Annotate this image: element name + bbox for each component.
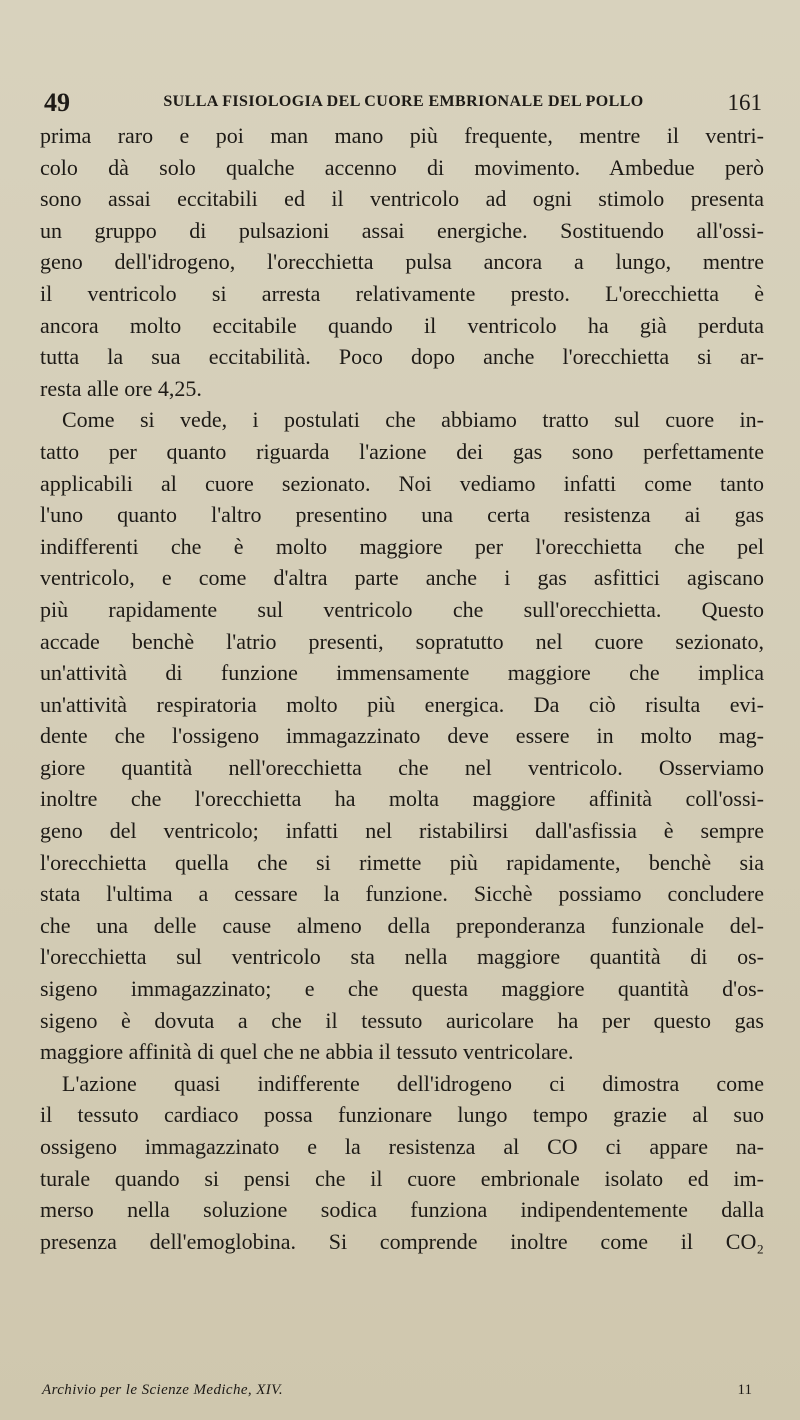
- page-footer: [42, 1382, 752, 1404]
- text-line: geno dell'idrogeno, l'orecchietta pulsa ancora a lungo, mentre: [40, 249, 764, 275]
- text-line: ancora molto eccitabile quando il ventricolo ha già perduta: [40, 312, 764, 338]
- text-line: merso nella soluzione sodica funziona indipendentemente dalla: [40, 1197, 764, 1223]
- text-line: un'attività respiratoria molto più energica. Da ciò risulta evi-: [40, 691, 764, 717]
- text-line: dente che l'ossigeno immagazzinato deve essere in molto mag-: [40, 723, 764, 749]
- page-number-right: 161: [727, 90, 762, 115]
- text-line: colo dà solo qualche accenno di movimento. Ambedue però: [40, 154, 764, 180]
- body-text: [40, 120, 764, 1257]
- text-line: sono assai eccitabili ed il ventricolo ad ogni stimolo presenta: [40, 186, 764, 212]
- text-line: applicabili al cuore sezionato. Noi vediamo infatti come tanto: [40, 470, 764, 496]
- text-line: un gruppo di pulsazioni assai energiche. Sostituendo all'ossi-: [40, 217, 764, 243]
- text-line: l'uno quanto l'altro presentino una certa resistenza ai gas: [40, 502, 764, 528]
- text-line: l'orecchietta quella che si rimette più rapidamente, benchè sia: [40, 849, 764, 875]
- paragraph-start-line: L'azione quasi indifferente dell'idrogeno ci dimostra come: [62, 1070, 764, 1096]
- page-number-left: 49: [44, 88, 70, 117]
- paragraph-start-line: Come si vede, i postulati che abbiamo tratto sul cuore in-: [62, 407, 764, 433]
- text-line: stata l'ultima a cessare la funzione. Sicchè possiamo concludere: [40, 881, 764, 907]
- signature-mark: 11: [737, 1382, 752, 1398]
- paragraph-end-line: maggiore affinità di quel che ne abbia il tessuto ventricolare.: [40, 1039, 574, 1065]
- journal-citation: Archivio per le Scienze Mediche, XIV.: [42, 1382, 283, 1398]
- text-line: presenza dell'emoglobina. Si comprende inoltre come il CO₂: [40, 1228, 764, 1254]
- text-line: indifferenti che è molto maggiore per l'orecchietta che pel: [40, 533, 764, 559]
- text-line: geno del ventricolo; infatti nel ristabilirsi dall'asfissia è sempre: [40, 818, 764, 844]
- text-line: tatto per quanto riguarda l'azione dei gas sono perfettamente: [40, 438, 764, 464]
- text-line: più rapidamente sul ventricolo che sull'orecchietta. Questo: [40, 596, 764, 622]
- text-line: che una delle cause almeno della preponderanza funzionale del-: [40, 912, 764, 938]
- text-line: tutta la sua eccitabilità. Poco dopo anche l'orecchietta si ar-: [40, 344, 764, 370]
- running-header: [44, 88, 762, 118]
- text-line: l'orecchietta sul ventricolo sta nella maggiore quantità di os-: [40, 944, 764, 970]
- text-line: ossigeno immagazzinato e la resistenza al CO ci appare na-: [40, 1134, 764, 1159]
- text-line: prima raro e poi man mano più frequente, mentre il ventri-: [40, 123, 764, 148]
- paragraph-end-line: resta alle ore 4,25.: [40, 375, 202, 401]
- text-line: accade benchè l'atrio presenti, sopratutto nel cuore sezionato,: [40, 628, 764, 654]
- text-line: inoltre che l'orecchietta ha molta maggiore affinità coll'ossi-: [40, 786, 764, 812]
- text-line: sigeno è dovuta a che il tessuto auricolare ha per questo gas: [40, 1007, 764, 1033]
- text-line: il ventricolo si arresta relativamente presto. L'orecchietta è: [40, 280, 764, 306]
- text-line: sigeno immagazzinato; e che questa maggiore quantità d'os-: [40, 976, 764, 1002]
- text-line: giore quantità nell'orecchietta che nel ventricolo. Osserviamo: [40, 754, 764, 780]
- running-title: SULLA FISIOLOGIA DEL CUORE EMBRIONALE DEL POLLO: [163, 93, 644, 110]
- text-line: un'attività di funzione immensamente maggiore che implica: [40, 660, 764, 686]
- text-line: il tessuto cardiaco possa funzionare lungo tempo grazie al suo: [40, 1102, 764, 1128]
- text-line: ventricolo, e come d'altra parte anche i gas asfittici agiscano: [40, 565, 764, 591]
- text-line: turale quando si pensi che il cuore embrionale isolato ed im-: [40, 1165, 764, 1191]
